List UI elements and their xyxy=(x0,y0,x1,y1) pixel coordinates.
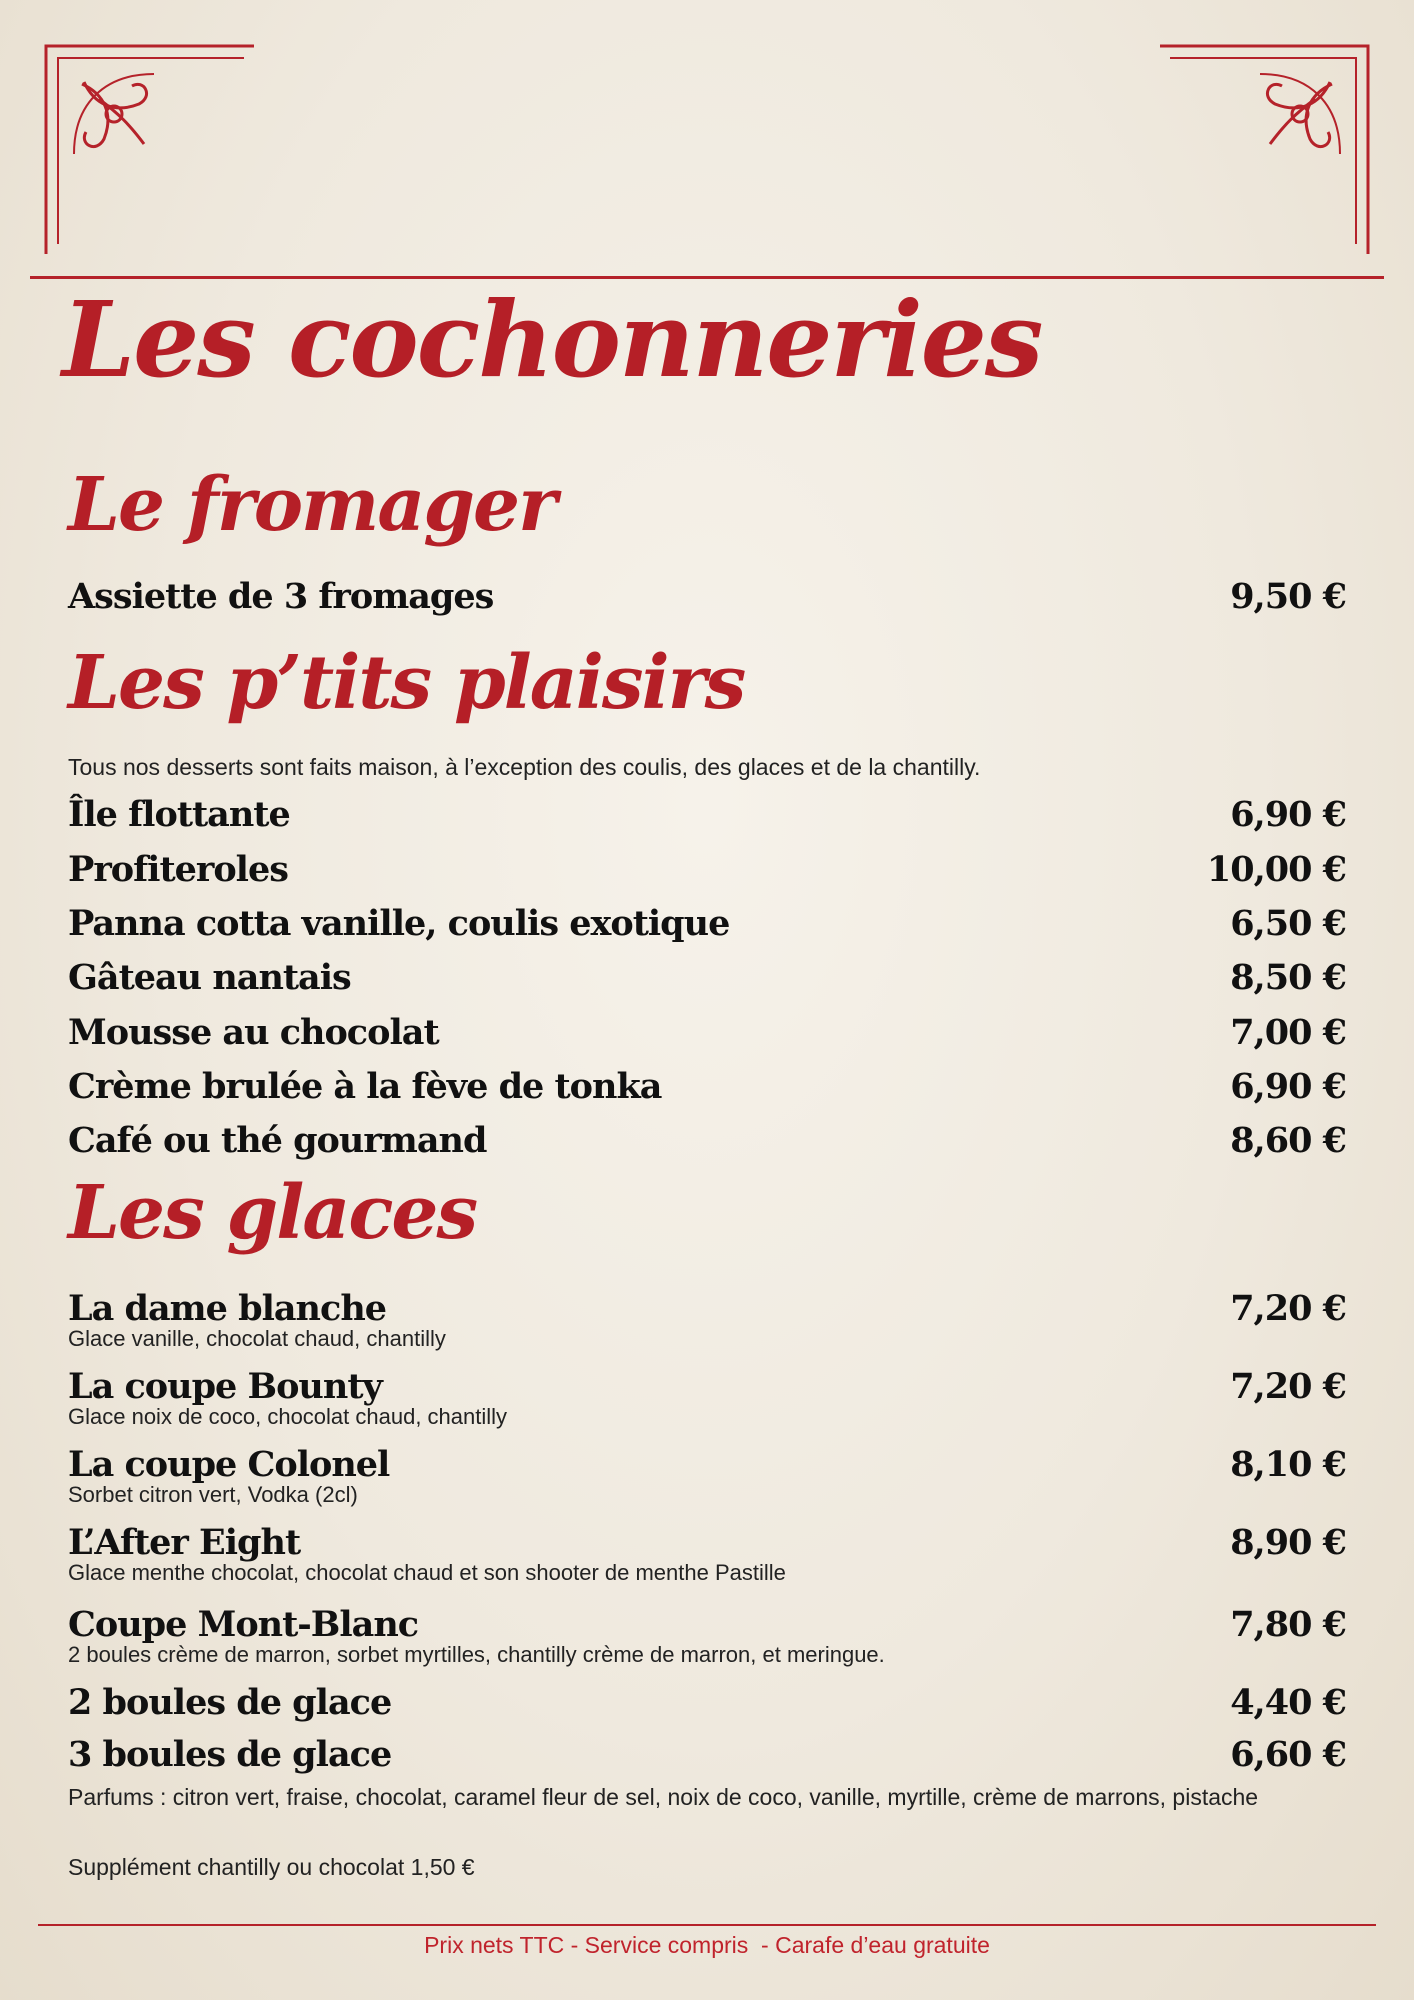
item-price: 10,00 € xyxy=(1206,849,1346,890)
item-price: 7,20 € xyxy=(1230,1366,1346,1407)
item-name: La coupe Colonel xyxy=(68,1444,390,1485)
section-title-plaisirs: Les p’tits plaisirs xyxy=(68,640,745,726)
item-price: 7,20 € xyxy=(1230,1288,1346,1329)
menu-item xyxy=(68,1682,1346,1728)
menu-item xyxy=(68,903,1346,949)
item-price: 9,50 € xyxy=(1230,576,1346,617)
flavours-note: Parfums : citron vert, fraise, chocolat, caramel fleur de sel, noix de coco, vanille, myrtille, crème de marrons, pistache xyxy=(68,1784,1259,1810)
item-price: 8,50 € xyxy=(1230,957,1346,998)
menu-item xyxy=(68,957,1346,1003)
menu-item xyxy=(68,1734,1346,1780)
item-name: Profiteroles xyxy=(68,849,288,890)
item-price: 6,50 € xyxy=(1230,903,1346,944)
menu-item xyxy=(68,1288,1346,1352)
menu-item xyxy=(68,1066,1346,1112)
desserts-note: Tous nos desserts sont faits maison, à l’exception des coulis, des glaces et de la chantilly. xyxy=(68,754,981,780)
item-name: Île flottante xyxy=(68,794,290,835)
item-name: Coupe Mont-Blanc xyxy=(68,1604,419,1645)
item-name: L’After Eight xyxy=(68,1522,301,1563)
item-price: 8,90 € xyxy=(1230,1522,1346,1563)
menu-item xyxy=(68,1444,1346,1508)
menu-item xyxy=(68,1604,1346,1668)
item-name: Mousse au chocolat xyxy=(68,1012,439,1053)
item-price: 8,10 € xyxy=(1230,1444,1346,1485)
item-name: Crème brulée à la fève de tonka xyxy=(68,1066,662,1107)
item-price: 6,90 € xyxy=(1230,794,1346,835)
corner-ornament-right xyxy=(1160,44,1370,254)
menu-item xyxy=(68,576,1346,622)
item-name: Panna cotta vanille, coulis exotique xyxy=(68,903,730,944)
item-price: 6,90 € xyxy=(1230,1066,1346,1107)
menu-item xyxy=(68,794,1346,840)
item-description: Glace noix de coco, chocolat chaud, chantilly xyxy=(68,1404,508,1429)
corner-ornament-left xyxy=(44,44,254,254)
item-price: 7,00 € xyxy=(1230,1012,1346,1053)
section-title-glaces: Les glaces xyxy=(68,1170,477,1256)
supplement-note: Supplément chantilly ou chocolat 1,50 € xyxy=(68,1854,475,1880)
item-name: Assiette de 3 fromages xyxy=(68,576,494,617)
menu-title: Les cochonneries xyxy=(62,278,1042,401)
menu-item xyxy=(68,1120,1346,1166)
item-description: Glace menthe chocolat, chocolat chaud et son shooter de menthe Pastille xyxy=(68,1560,786,1585)
item-name: La coupe Bounty xyxy=(68,1366,382,1407)
bottom-divider xyxy=(38,1924,1376,1926)
item-description: 2 boules crème de marron, sorbet myrtilles, chantilly crème de marron, et meringue. xyxy=(68,1642,885,1667)
item-price: 4,40 € xyxy=(1230,1682,1346,1723)
footer-note: Prix nets TTC - Service compris - Carafe d’eau gratuite xyxy=(424,1932,990,1958)
section-title-fromager: Le fromager xyxy=(68,462,556,548)
item-price: 6,60 € xyxy=(1230,1734,1346,1775)
item-name: La dame blanche xyxy=(68,1288,387,1329)
item-name: Café ou thé gourmand xyxy=(68,1120,487,1161)
item-name: 2 boules de glace xyxy=(68,1682,392,1723)
menu-item xyxy=(68,1012,1346,1058)
menu-item xyxy=(68,1366,1346,1430)
item-name: Gâteau nantais xyxy=(68,957,351,998)
item-name: 3 boules de glace xyxy=(68,1734,392,1775)
item-price: 8,60 € xyxy=(1230,1120,1346,1161)
item-description: Glace vanille, chocolat chaud, chantilly xyxy=(68,1326,446,1351)
item-price: 7,80 € xyxy=(1230,1604,1346,1645)
menu-item xyxy=(68,849,1346,895)
item-description: Sorbet citron vert, Vodka (2cl) xyxy=(68,1482,358,1507)
menu-item xyxy=(68,1522,1346,1586)
